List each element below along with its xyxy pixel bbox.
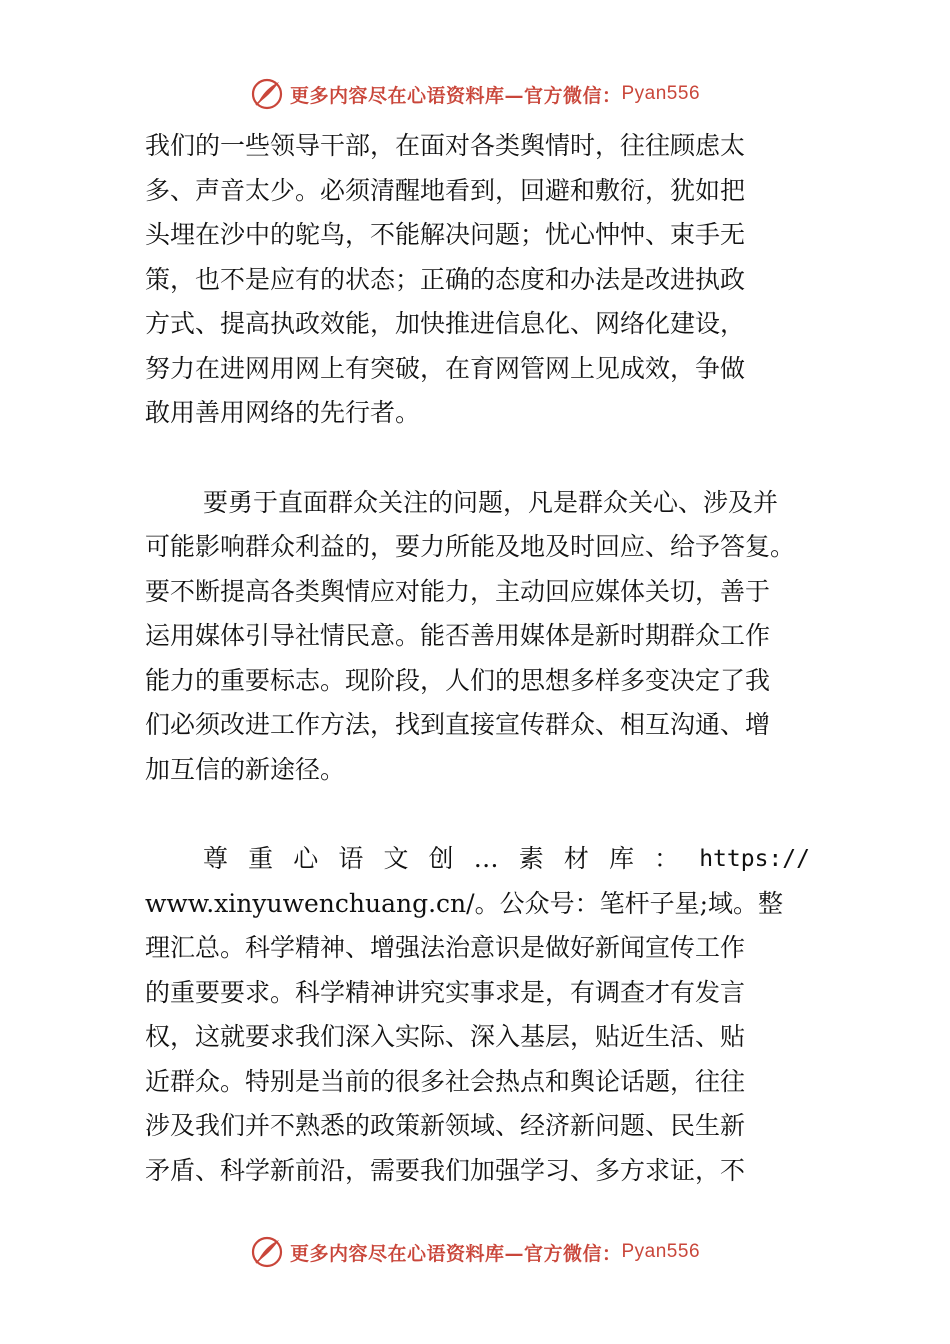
line-char: 尊 [203, 844, 229, 873]
paragraph-line: 要勇于直面群众关注的问题，凡是群众关心、涉及并 [203, 487, 779, 517]
line-char: 语 [338, 844, 364, 873]
line-char: 库 [608, 844, 634, 873]
paragraph-first-line [145, 837, 810, 882]
paragraph-line: 策，也不是应有的状态；正确的态度和办法是改进执政 [145, 264, 746, 294]
document-body [145, 124, 810, 1193]
line-char: 心 [293, 844, 319, 873]
line-char: 创 [428, 844, 454, 873]
paragraph-line: 涉及我们并不熟悉的政策新领域、经济新问题、民生新 [145, 1111, 746, 1140]
line-char: 材 [563, 844, 589, 873]
paragraph-line: 理汇总。科学精神、增强法治意识是做好新闻宣传工作 [145, 933, 746, 962]
paragraph-3 [145, 837, 810, 1193]
line-char: 素 [518, 844, 544, 873]
paragraph-line: 近群众。特别是当前的很多社会热点和舆论话题，往往 [145, 1066, 746, 1096]
line-char: … [473, 844, 499, 873]
footer-watermark [0, 1232, 950, 1272]
paragraph-line: 头埋在沙中的鸵鸟，不能解决问题；忧心忡忡、束手无 [145, 220, 746, 249]
source-url-start: https:// [699, 846, 810, 872]
line-char: ： [654, 844, 680, 873]
paragraph-line: 努力在进网用网上有突破，在育网管网上见成效，争做 [145, 353, 746, 383]
line-char: 文 [383, 844, 409, 873]
paragraph-line: 敢用善用网络的先行者。 [145, 398, 421, 427]
line-char: 重 [248, 844, 274, 873]
paragraph-2 [145, 481, 810, 793]
paragraph-line: 要不断提高各类舆情应对能力，主动回应媒体关切，善于 [145, 576, 771, 606]
header-wechat-account: Pyan556 [621, 83, 701, 104]
paragraph-line: 矛盾、科学新前沿，需要我们加强学习、多方求证，不 [145, 1155, 746, 1185]
footer-wechat-account: Pyan556 [621, 1241, 701, 1262]
paragraph-line: 们必须改进工作方法，找到直接宣传群众、相互沟通、增 [145, 710, 771, 739]
paragraph-line: 加互信的新途径。 [145, 754, 346, 784]
paragraph-line: 运用媒体引导社情民意。能否善用媒体是新时期群众工作 [145, 621, 771, 650]
paragraph-line: 权，这就要求我们深入实际、深入基层，贴近生活、贴 [145, 1022, 746, 1051]
quill-logo-icon [250, 1235, 284, 1269]
footer-watermark-text: 更多内容尽在心语资料库—官方微信： [289, 1242, 622, 1265]
paragraph-line: 方式、提高执政效能，加快推进信息化、网络化建设， [145, 309, 746, 338]
quill-logo-icon [250, 77, 284, 111]
paragraph-line: www.xinyuwenchuang.cn/。公众号：笔杆子星;域。整 [145, 888, 784, 918]
paragraph-line: 我们的一些领导干部，在面对各类舆情时，往往顾虑太 [145, 131, 746, 160]
paragraph-1 [145, 124, 810, 436]
header-watermark-text: 更多内容尽在心语资料库—官方微信： [289, 84, 622, 107]
paragraph-line: 能力的重要标志。现阶段，人们的思想多样多变决定了我 [145, 665, 771, 695]
header-watermark [0, 74, 950, 114]
paragraph-line: 的重要要求。科学精神讲究实事求是，有调查才有发言 [145, 977, 746, 1007]
paragraph-line: 多、声音太少。必须清醒地看到，回避和敷衍，犹如把 [145, 175, 746, 205]
paragraph-line: 可能影响群众利益的，要力所能及地及时回应、给予答复。 [145, 532, 796, 561]
